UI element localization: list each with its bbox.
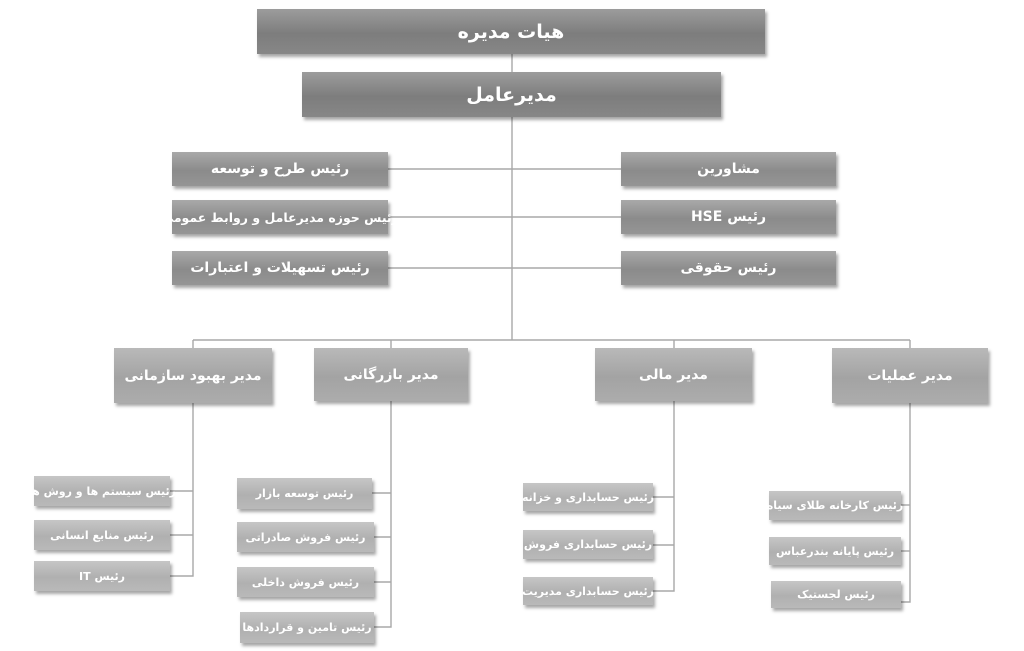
node-finance-manager: مدیر مالی [595,348,752,401]
unit-finance-2: رئیس حسابداری مدیریت [523,577,653,605]
node-board: هیات مدیره [257,9,765,54]
unit-commerce-0: رئیس توسعه بازار [237,478,372,509]
unit-finance-1: رئیس حسابداری فروش [523,530,653,559]
unit-commerce-3: رئیس تامین و قراردادها [240,612,374,643]
node-ceo: مدیرعامل [302,72,721,117]
connector-commerce-units [374,401,391,627]
node-ops-manager: مدیر عملیات [832,348,988,403]
unit-org-0: رئیس سیستم ها و روش ها [34,476,170,506]
connector-finance-units [653,401,674,591]
node-planning-head: رئیس طرح و توسعه [172,152,388,186]
unit-commerce-1: رئیس فروش صادراتی [237,522,374,552]
unit-org-2: رئیس IT [34,561,170,591]
node-commerce-manager: مدیر بازرگانی [314,348,468,401]
node-facilities-head: رئیس تسهیلات و اعتبارات [172,251,388,285]
node-legal-head: رئیس حقوقی [621,251,836,285]
node-pr-head: رئیس حوزه مدیرعامل و روابط عمومی [172,200,388,234]
node-advisors: مشاورین [621,152,836,186]
unit-ops-0: رئیس کارخانه طلای سیاه [769,491,901,520]
node-org-manager: مدیر بهبود سازمانی [114,348,272,403]
unit-ops-2: رئیس لجستیک [771,581,901,608]
unit-finance-0: رئیس حسابداری و خزانه [523,483,653,511]
unit-ops-1: رئیس پایانه بندرعباس [769,537,901,565]
unit-org-1: رئیس منابع انسانی [34,520,170,550]
unit-commerce-2: رئیس فروش داخلی [237,567,374,597]
node-hse-head: رئیس HSE [621,200,836,234]
